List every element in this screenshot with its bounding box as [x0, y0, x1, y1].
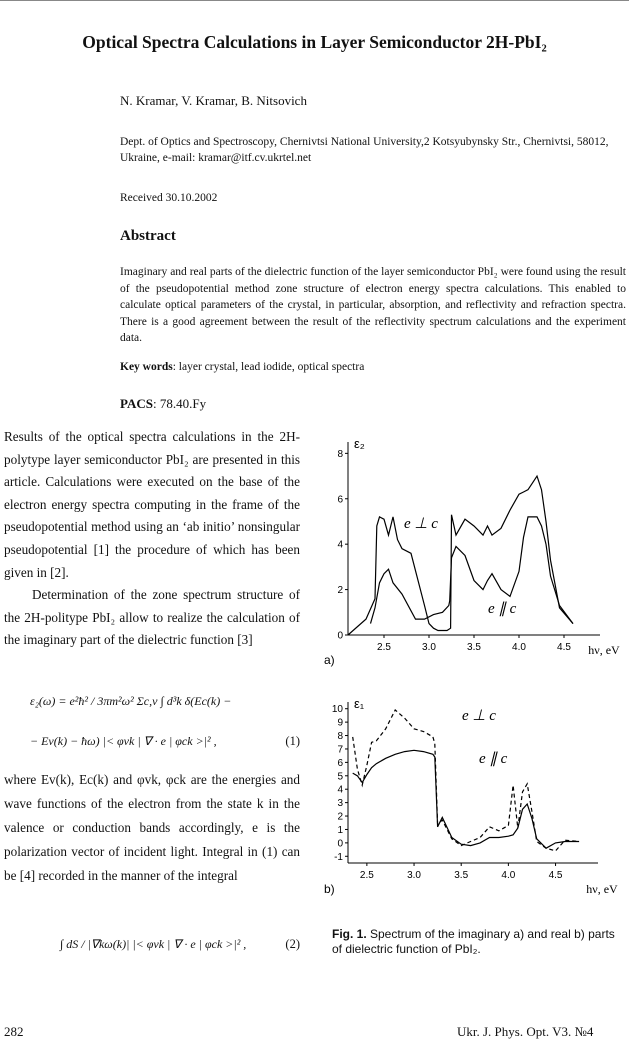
y-tick-label: 1 [337, 824, 343, 836]
x-tick-label: 4.5 [557, 642, 571, 653]
equation-1-line-1: ε₂(ω) = e²ħ² / 3πm²ω² Σc,v ∫ d³k δ(Ec(k) − [30, 694, 232, 708]
body-column-bottom [4, 768, 300, 888]
paper-title: Optical Spectra Calculations in Layer Semiconductor 2H-PbI₂ [82, 32, 547, 52]
pacs [120, 396, 206, 412]
body-column-top [4, 426, 300, 652]
x-tick-label: 4.5 [548, 870, 563, 881]
paragraph-3: where Ev(k), Ec(k) and φvk, φck are the energies and wave functions of the electron from the state k in the valence or conduction bands accordingly, e is the polarization vector of incident light. Integral in (1) can be [4] recorded in the manner of the integral [4, 772, 300, 883]
y-tick-label: 8 [337, 731, 343, 743]
equation-2-body: ∫ dS / |∇kω(k)| |< φvk | ∇ · e | φck >|² , [60, 937, 247, 951]
y-axis-label: ε₁ [354, 696, 365, 711]
y-tick-label: 0 [337, 838, 343, 850]
equation-2-number: (2) [285, 937, 300, 951]
equation-2 [60, 927, 300, 971]
y-tick-label: 7 [337, 744, 343, 756]
caption-label: Fig. 1. [332, 927, 367, 941]
keywords [120, 361, 364, 373]
y-tick-label: -1 [334, 851, 343, 863]
abstract-heading: Abstract [120, 228, 176, 244]
affiliation: Dept. of Optics and Spectroscopy, Chernivtsi National University,2 Kotsyubynsky Str., Chernivtsi, 58012, Ukraine, e-mail: kramar@itf.cv.ukrtel.net [120, 136, 609, 164]
x-axis-label: hν, eV [588, 643, 620, 657]
series-line [371, 517, 574, 624]
curve-annotation: e ∥ c [479, 751, 508, 767]
pacs-label: PACS [120, 396, 153, 411]
x-tick-label: 3.5 [467, 642, 481, 653]
y-tick-label: 10 [331, 704, 343, 716]
journal-ref: Ukr. J. Phys. Opt. V3. №4 [457, 1024, 594, 1039]
curve-annotation: e ⊥ c [462, 708, 496, 724]
pacs-text: : 78.40.Fy [152, 396, 207, 411]
figure-caption [332, 927, 628, 957]
top-rule [0, 0, 629, 1]
y-tick-label: 6 [337, 494, 343, 506]
x-tick-label: 3.5 [454, 870, 469, 881]
y-tick-label: 5 [337, 771, 343, 783]
equation-1 [30, 688, 300, 758]
page-number: 282 [4, 1024, 24, 1039]
y-tick-label: 6 [337, 757, 343, 769]
y-tick-label: 2 [337, 585, 343, 597]
y-tick-label: 4 [337, 539, 343, 551]
panel-label: b) [324, 882, 335, 896]
x-tick-label: 2.5 [359, 870, 374, 881]
received-date: Received 30.10.2002 [120, 192, 218, 204]
x-tick-label: 4.0 [512, 642, 526, 653]
authors: N. Kramar, V. Kramar, B. Nitsovich [120, 93, 307, 108]
curve-annotation: e ∥ c [488, 601, 517, 617]
keywords-text: : layer crystal, lead iodide, optical spectra [172, 361, 365, 373]
x-tick-label: 4.0 [501, 870, 516, 881]
y-tick-label: 3 [337, 798, 343, 810]
x-tick-label: 2.5 [377, 642, 391, 653]
keywords-label: Key words [120, 361, 173, 373]
paragraph-2: Determination of the zone spectrum structure of the 2H-politype PbI₂ allow to realize the calculation of the imaginary part of the dielectric function [3] [4, 587, 300, 648]
abstract-text: Imaginary and real parts of the dielectric function of the layer semiconductor PbI₂ were found using the result of the pseudopotential method zone structure of electron energy spectra calculations. This enabled to calculate optical parameters of the crystal, in particular, absorption, and reflectivity and refraction spectra. There is a good agreement between the result of the reflectivity spectrum calculations and the experiment data. [120, 266, 626, 344]
curve-annotation: e ⊥ c [404, 516, 438, 532]
chart-b [322, 688, 629, 900]
y-tick-label: 4 [337, 784, 343, 796]
series-line [353, 710, 579, 851]
y-tick-label: 2 [337, 811, 343, 823]
x-tick-label: 3.0 [407, 870, 421, 881]
x-axis-label: hν, eV [586, 882, 618, 896]
y-tick-label: 8 [337, 448, 343, 460]
y-tick-label: 0 [337, 630, 343, 642]
x-tick-label: 3.0 [422, 642, 436, 653]
series-line [353, 750, 579, 848]
paragraph-1: Results of the optical spectra calculations in the 2H-polytype layer semiconductor PbI₂ are presented in this article. Calculations were executed on the base of the electron energy spectra computing in the frame of the pseudopotential method using an ‘ab initio’ nonsingular pseudopotential [1] the procedure of which has been given in [2]. [4, 429, 300, 580]
chart-a [322, 430, 629, 670]
equation-1-number: (1) [285, 734, 300, 748]
panel-label: a) [324, 653, 335, 667]
series-line [348, 476, 573, 635]
y-tick-label: 9 [337, 717, 343, 729]
y-axis-label: ε₂ [354, 436, 365, 451]
caption-text: Spectrum of the imaginary a) and real b) parts of dielectric function of PbI₂. [332, 927, 615, 956]
equation-1-line-2: − Ev(k) − ħω) |< φvk | ∇ · e | φck >|² , [30, 734, 217, 748]
